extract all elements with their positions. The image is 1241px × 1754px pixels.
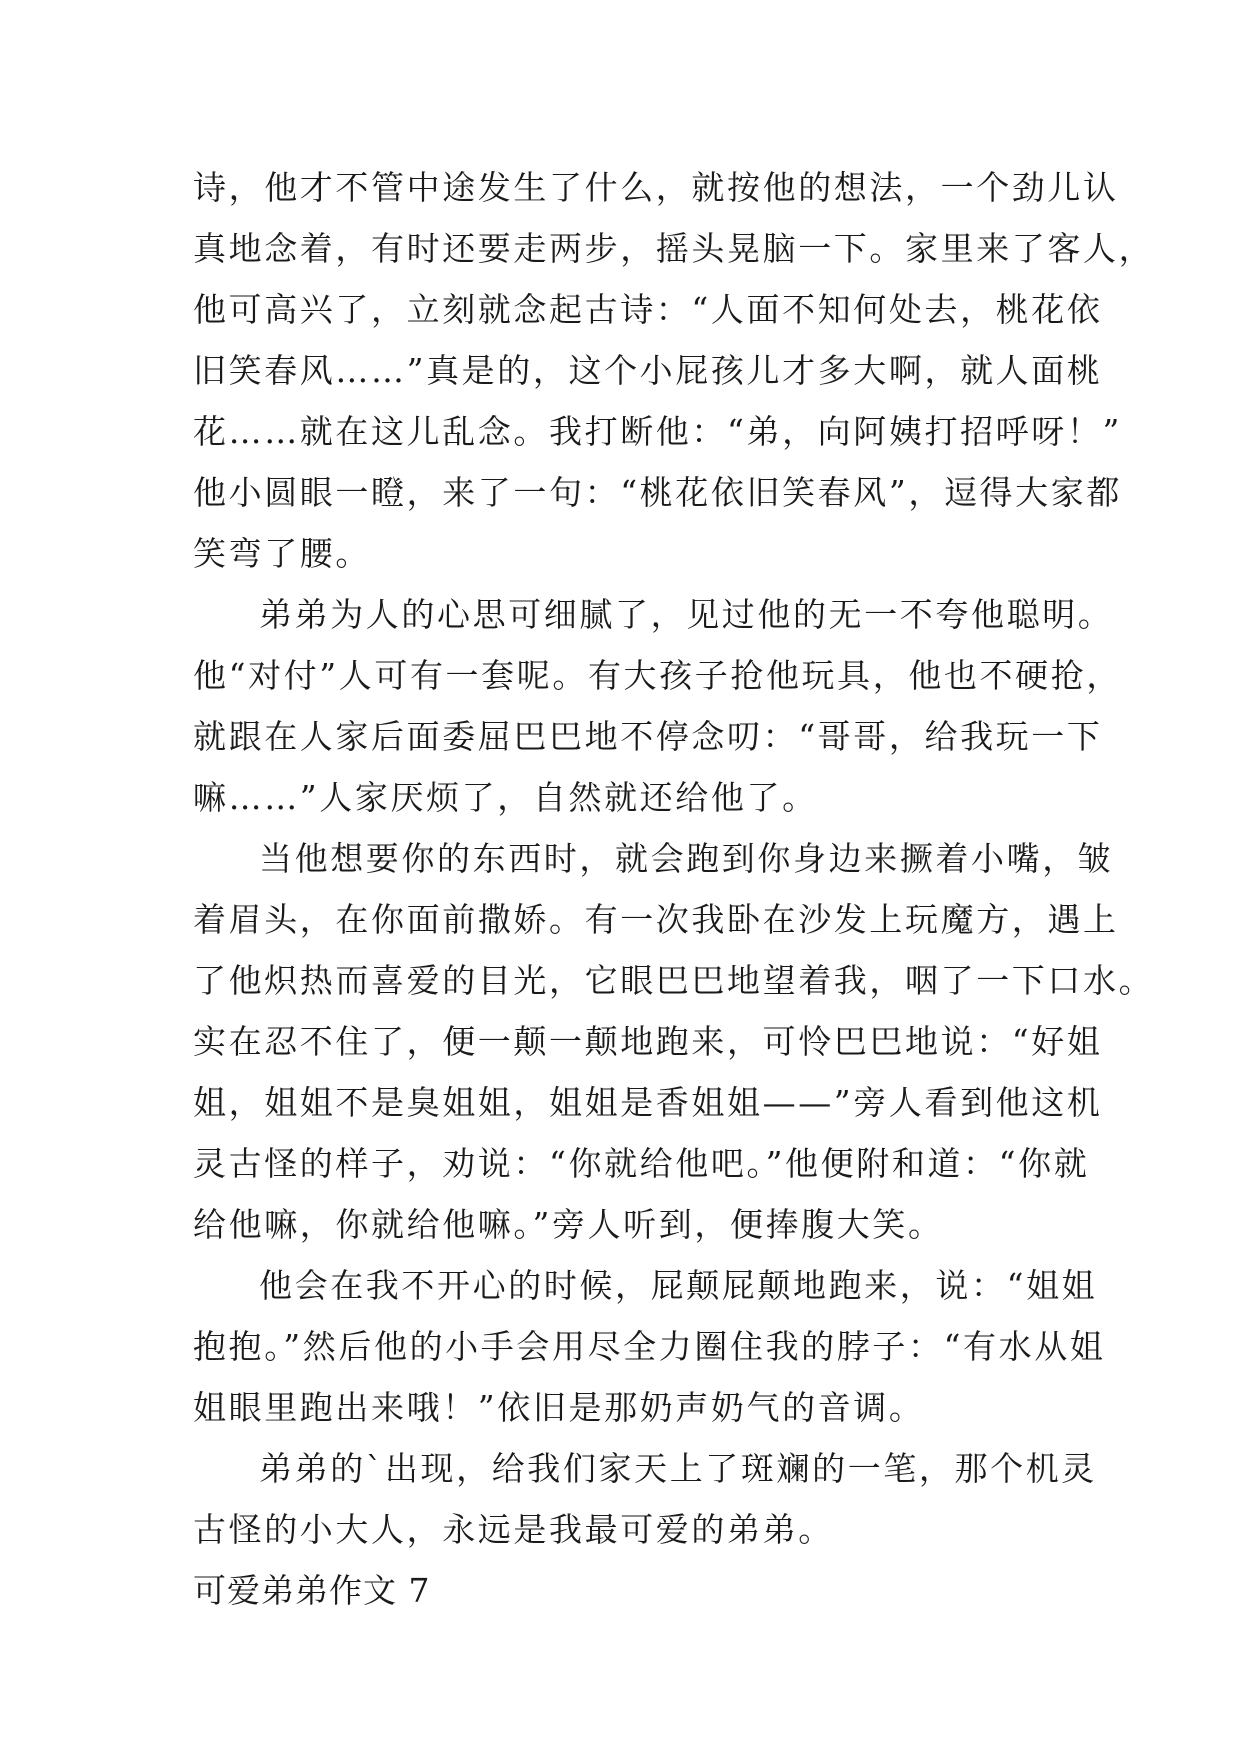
text-line: 他可高兴了，立刻就念起古诗：“人面不知何处去，桃花依 xyxy=(193,290,1103,329)
text-line: 抱抱。”然后他的小手会用尽全力圈住我的脖子：“有水从姐 xyxy=(193,1327,1106,1366)
text-line: 姐眼里跑出来哦！”依旧是那奶声奶气的音调。 xyxy=(193,1388,925,1427)
text-line: 给他嘛，你就给他嘛。”旁人听到，便捧腹大笑。 xyxy=(193,1205,944,1244)
text-line: 诗，他才不管中途发生了什么，就按他的想法，一个劲儿认 xyxy=(193,168,1119,207)
text-line: 他会在我不开心的时候，屁颠屁颠地跑来，说：“姐姐 xyxy=(259,1266,1098,1305)
text-line: 就跟在人家后面委屈巴巴地不停念叨：“哥哥，给我玩一下 xyxy=(193,717,1103,756)
text-line: 当他想要你的东西时，就会跑到你身边来撅着小嘴，皱 xyxy=(259,839,1114,878)
text-line: 着眉头，在你面前撒娇。有一次我卧在沙发上玩魔方，遇上 xyxy=(193,900,1119,939)
text-line: 他小圆眼一瞪，来了一句：“桃花依旧笑春风”，逗得大家都 xyxy=(193,473,1122,512)
text-line: 旧笑春风……”真是的，这个小屁孩儿才多大啊，就人面桃 xyxy=(193,351,1103,390)
text-line: 真地念着，有时还要走两步，摇头晃脑一下。家里来了客人， xyxy=(193,229,1155,268)
paragraph-2 xyxy=(193,584,1122,828)
text-line: 嘛……”人家厌烦了，自然就还给他了。 xyxy=(193,778,818,817)
paragraph-4 xyxy=(193,1255,1106,1438)
text-line: 弟弟为人的心思可细腻了，见过他的无一不夸他聪明。 xyxy=(259,595,1114,634)
text-line: 花……就在这儿乱念。我打断他：“弟，向阿姨打招呼呀！” xyxy=(193,412,1122,451)
paragraph-5 xyxy=(193,1438,1097,1560)
text-line: 他“对付”人可有一套呢。有大孩子抢他玩具，他也不硬抢， xyxy=(193,656,1122,695)
paragraph-1 xyxy=(193,157,1155,584)
paragraph-3 xyxy=(193,828,1155,1255)
text-line: 了他炽热而喜爱的目光，它眼巴巴地望着我，咽了一下口水。 xyxy=(193,961,1155,1000)
essay-heading: 可爱弟弟作文 7 xyxy=(193,1571,431,1610)
essay-body xyxy=(193,157,1155,1621)
text-line: 笑弯了腰。 xyxy=(193,534,371,573)
text-line: 实在忍不住了，便一颠一颠地跑来，可怜巴巴地说：“好姐 xyxy=(193,1022,1103,1061)
text-line: 古怪的小大人，永远是我最可爱的弟弟。 xyxy=(193,1510,834,1549)
text-line: 弟弟的`出现，给我们家天上了斑斓的一笔，那个机灵 xyxy=(259,1449,1097,1488)
text-line: 灵古怪的样子，劝说：“你就给他吧。”他便附和道：“你就 xyxy=(193,1144,1090,1183)
text-line: 姐，姐姐不是臭姐姐，姐姐是香姐姐——”旁人看到他这机 xyxy=(193,1083,1103,1122)
